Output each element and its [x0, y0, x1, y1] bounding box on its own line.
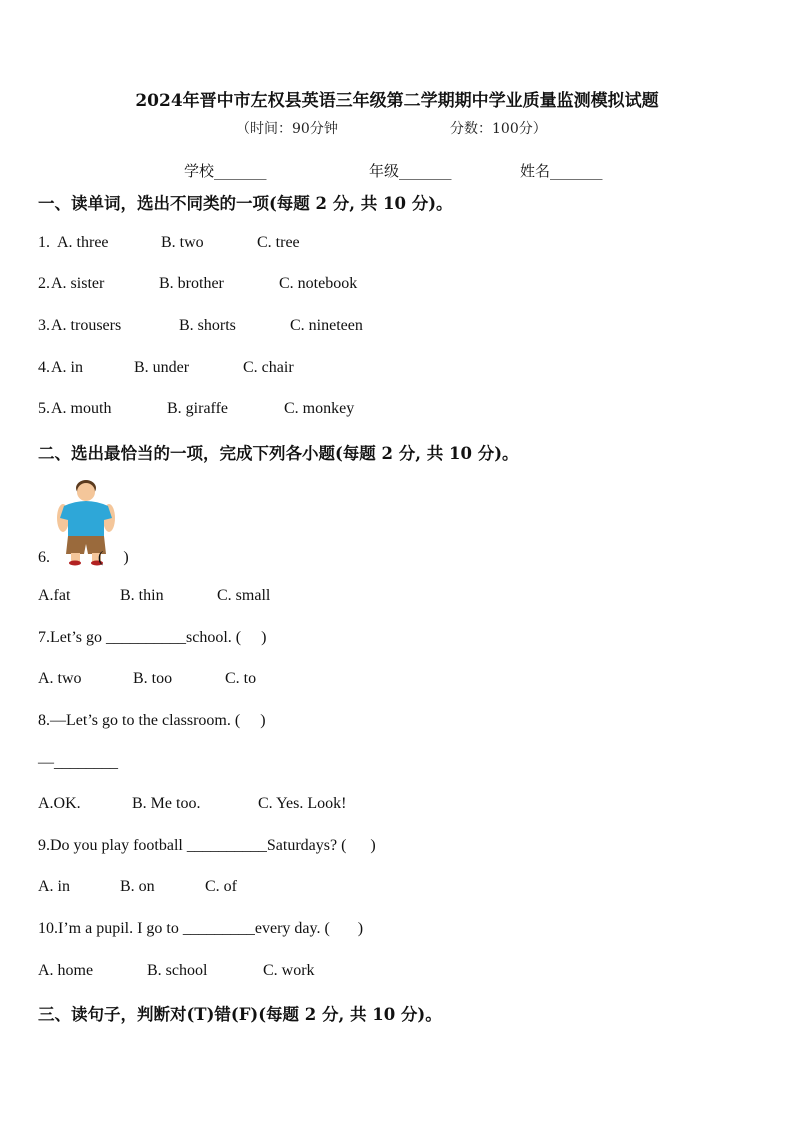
option-b: B. on	[120, 878, 155, 895]
option-c: C. Yes. Look!	[258, 795, 347, 812]
grade-field: 年级_______	[369, 162, 452, 180]
option-a: A. mouth	[51, 400, 112, 417]
option-b: B. Me too.	[132, 795, 201, 812]
question-10-stem: 10.I’m a pupil. I go to _________every day. ( )	[38, 920, 364, 937]
exam-score: 分数：100分）	[450, 121, 547, 137]
section-3-heading: 三、读句子，判断对(T)错(F)(每题 2 分, 共 10 分)。	[38, 1005, 442, 1024]
option-a: A. two	[38, 670, 82, 687]
question-8-stem: 8.—Let’s go to the classroom. ( )	[38, 712, 266, 729]
section-1-heading: 一、读单词，选出不同类的一项(每题 2 分, 共 10 分)。	[38, 194, 453, 213]
question-number: 2.	[38, 275, 50, 292]
question-7-stem: 7.Let’s go __________school. ( )	[38, 629, 267, 646]
option-c: C. tree	[257, 234, 300, 251]
question-6-stem: 6. ( )	[38, 549, 129, 566]
option-b: B. thin	[120, 587, 164, 604]
option-c: C. to	[225, 670, 257, 687]
option-c: C. work	[263, 962, 315, 979]
school-field: 学校_______	[184, 162, 267, 180]
section-2-heading: 二、选出最恰当的一项，完成下列各小题(每题 2 分, 共 10 分)。	[38, 444, 519, 463]
option-b: B. too	[133, 670, 173, 687]
option-a: A. trousers	[51, 317, 122, 334]
option-c: C. of	[205, 878, 237, 895]
option-b: B. shorts	[179, 317, 236, 334]
option-b: B. brother	[159, 275, 224, 292]
option-b: B. under	[134, 359, 190, 376]
option-c: C. small	[217, 587, 271, 604]
exam-time: （时间：90分钟	[236, 121, 338, 137]
question-number: 4.	[38, 359, 50, 376]
option-c: C. notebook	[279, 275, 358, 292]
question-number: 1.	[38, 234, 54, 251]
option-a: A. sister	[51, 275, 105, 292]
question-number: 3.	[38, 317, 50, 334]
question-9-stem: 9.Do you play football __________Saturdays? ( )	[38, 837, 376, 854]
option-b: B. school	[147, 962, 208, 979]
option-b: B. giraffe	[167, 400, 229, 417]
question-number: 5.	[38, 400, 50, 417]
option-a: A. three	[57, 234, 109, 251]
name-field: 姓名_______	[520, 162, 603, 180]
option-a: A.fat	[38, 587, 71, 604]
option-a: A. in	[38, 878, 70, 895]
page-title: 2024年晋中市左权县英语三年级第二学期期中学业质量监测模拟试题	[135, 91, 659, 111]
option-b: B. two	[161, 234, 204, 251]
option-a: A.OK.	[38, 795, 81, 812]
option-c: C. chair	[243, 359, 294, 376]
question-8-reply: —________	[38, 754, 118, 771]
option-c: C. monkey	[284, 400, 355, 417]
option-c: C. nineteen	[290, 317, 363, 334]
option-a: A. in	[51, 359, 83, 376]
option-a: A. home	[38, 962, 94, 979]
